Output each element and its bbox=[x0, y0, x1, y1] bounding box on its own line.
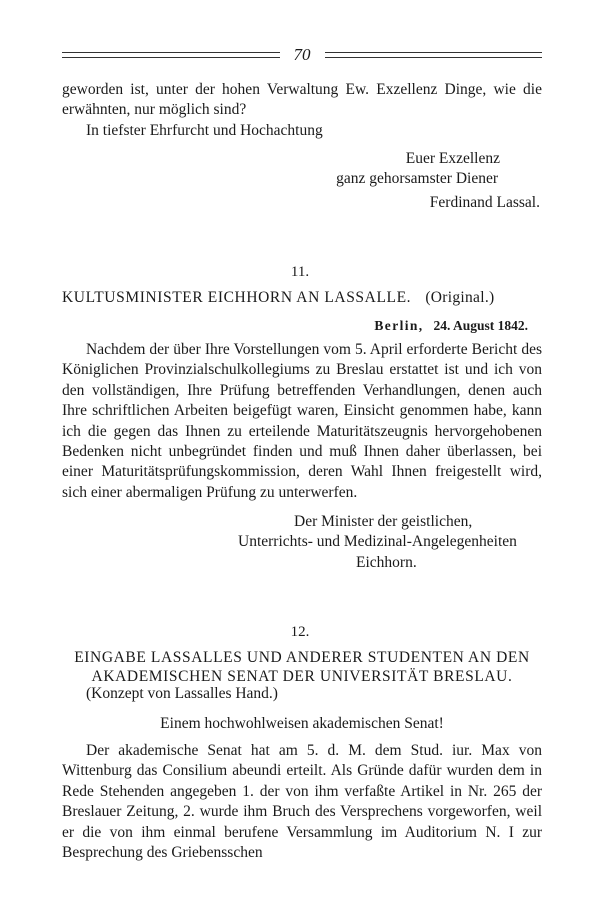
document-12-title-line-2: AKADEMISCHEN SENAT DER UNIVERSITÄT BRESLAU. bbox=[91, 668, 513, 685]
document-11-number: 11. bbox=[290, 264, 310, 280]
document-12-salutation-block bbox=[62, 714, 542, 734]
document-12-title-line-1: EINGABE LASSALLES UND ANDERER STUDENTEN AN DEN bbox=[74, 649, 530, 666]
document-12-number: 12. bbox=[290, 624, 310, 640]
page-number: 70 bbox=[293, 44, 311, 64]
previous-letter-closing: In tiefster Ehrfurcht und Hochachtung bbox=[86, 122, 323, 139]
header-rule-left bbox=[62, 52, 280, 58]
document-11-place: Berlin, bbox=[374, 318, 424, 333]
document-11-heading bbox=[62, 288, 542, 308]
document-11-date: 24. August 1842. bbox=[433, 318, 528, 333]
previous-letter-sign-line-2: ganz gehorsamster Diener bbox=[336, 170, 498, 188]
document-12-note-block bbox=[62, 684, 542, 704]
document-11-signature-block bbox=[238, 512, 538, 573]
document-11-sign-line-2: Unterrichts- und Medizinal-Angelegenheiten bbox=[238, 533, 517, 551]
document-11-note: (Original.) bbox=[425, 289, 495, 306]
document-11-title: KULTUSMINISTER EICHHORN AN LASSALLE. bbox=[62, 289, 412, 306]
document-12-note: (Konzept von Lassalles Hand.) bbox=[86, 685, 278, 702]
document-12-heading bbox=[62, 648, 542, 686]
document-12-body bbox=[62, 741, 542, 863]
previous-letter-signature: Ferdinand Lassal. bbox=[429, 194, 540, 211]
previous-letter-signature-block bbox=[336, 149, 536, 190]
document-11-sign-line-1: Der Minister der geistlichen, bbox=[294, 513, 473, 530]
previous-letter-text bbox=[62, 80, 542, 121]
previous-letter-closing-block bbox=[62, 121, 542, 141]
document-12-paragraph: Der akademische Senat hat am 5. d. M. dem Stud. iur. Max von Wittenburg das Consilium abeundi erteilt. Als Gründe dafür wurden dem in Rede Stehenden angegeben 1. der von ihm verfaßte Artikel in Nr. 265 der Breslauer Zeitung, 2. wurde ihm Bruch des Versprechens vorgeworfen, weil er die von ihm einmal berufene Versammlung im Auditorium N. I zur Besprechung des Griebensschen bbox=[62, 742, 542, 862]
document-11-signature: Eichhorn. bbox=[356, 553, 417, 571]
page-header bbox=[62, 44, 542, 66]
document-11-paragraph: Nachdem der über Ihre Vorstellungen vom 5. April erforderte Bericht des Königlichen Provinzialschulkollegiums zu Breslau erstattet ist und ich von den vollständigen, Ihre Prüfung betreffenden Verhandlungen, denen auch Ihre schriftlichen Arbeiten beigefügt waren, Einsicht genommen habe, kann ich die gegen das Ihnen zu erteilende Maturitätszeugnis hervorgehobenen Bedenken nicht unbegründet finden und muß Ihnen daher überlassen, bei einer Maturitätsprüfungskommission, deren Wahl Ihnen freigestellt wird, sich einer abermaligen Prüfung zu unterwerfen. bbox=[62, 341, 542, 501]
header-rule-right bbox=[325, 52, 543, 58]
previous-letter-paragraph: geworden ist, unter der hohen Verwaltung Ew. Exzellenz Dinge, wie die erwähnten, nur möglich sind? bbox=[62, 81, 542, 119]
document-11-dateline bbox=[374, 316, 528, 336]
previous-letter-sign-line-1: Euer Exzellenz bbox=[405, 150, 500, 167]
document-12-salutation: Einem hochwohlweisen akademischen Senat! bbox=[160, 715, 444, 732]
document-11-body bbox=[62, 340, 542, 503]
